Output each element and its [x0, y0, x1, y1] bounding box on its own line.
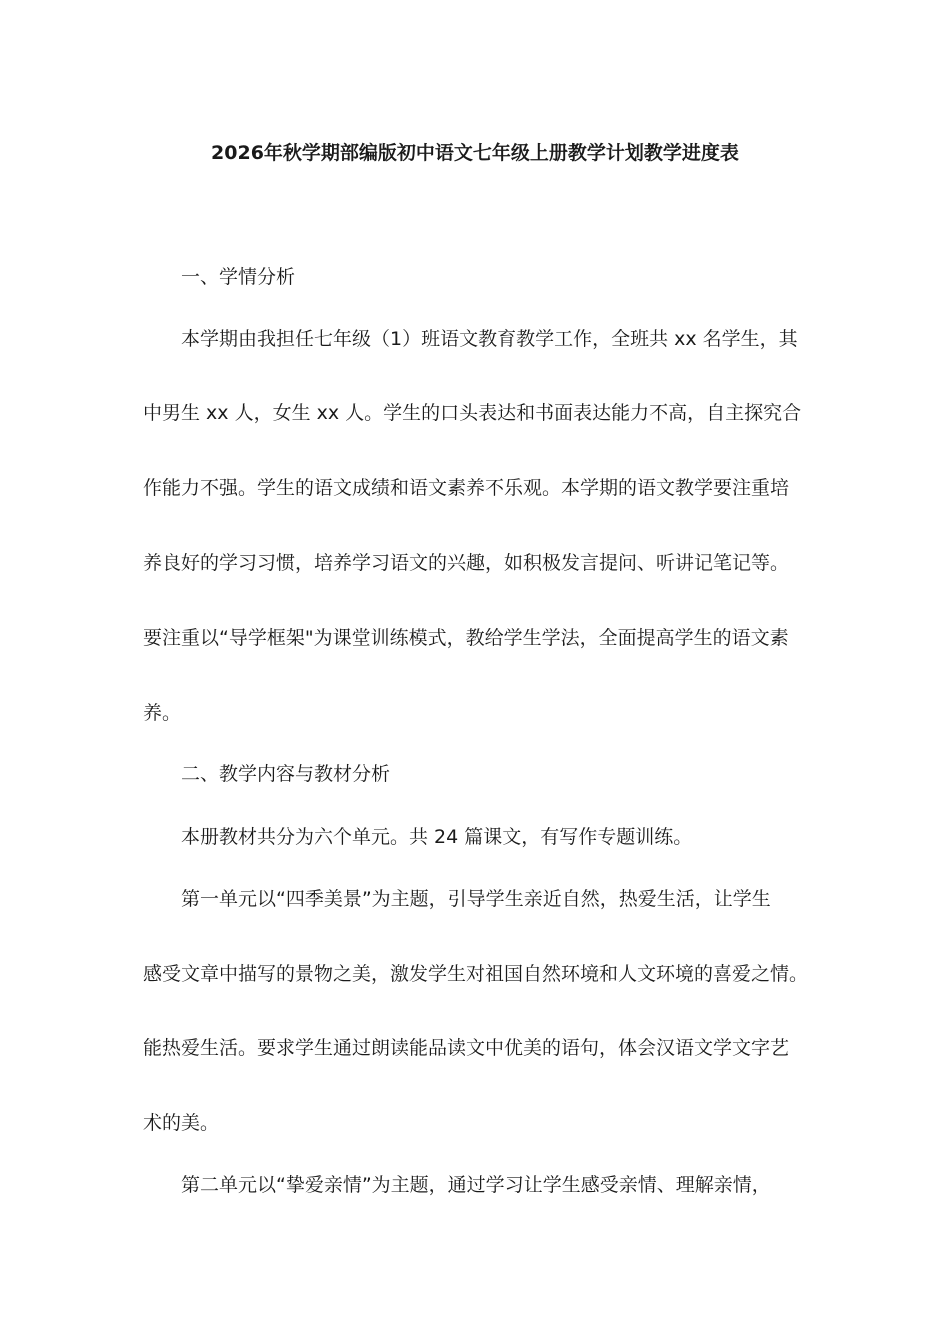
- section-heading-learning-analysis: 一、学情分析: [181, 266, 296, 288]
- document-title: 2026年秋学期部编版初中语文七年级上册教学计划教学进度表: [211, 142, 739, 164]
- paragraph-line: 养。: [143, 702, 182, 724]
- section-heading-content-analysis: 二、教学内容与教材分析: [181, 763, 391, 785]
- paragraph-line: 本学期由我担任七年级（1）班语文教育教学工作，全班共 xx 名学生，其: [181, 328, 798, 350]
- paragraph-line: 第二单元以“挚爱亲情”为主题，通过学习让学生感受亲情、理解亲情，: [181, 1174, 771, 1196]
- paragraph-line: 感受文章中描写的景物之美，激发学生对祖国自然环境和人文环境的喜爱之情。: [143, 963, 809, 985]
- paragraph-line: 中男生 xx 人，女生 xx 人。学生的口头表达和书面表达能力不高，自主探究合: [143, 402, 802, 424]
- paragraph-line: 第一单元以“四季美景”为主题，引导学生亲近自然，热爱生活，让学生: [181, 888, 771, 910]
- paragraph-line: 养良好的学习习惯，培养学习语文的兴趣，如积极发言提问、听讲记笔记等。: [143, 552, 790, 574]
- paragraph-line: 术的美。: [143, 1112, 220, 1134]
- paragraph-line: 本册教材共分为六个单元。共 24 篇课文，有写作专题训练。: [181, 826, 693, 848]
- paragraph-line: 作能力不强。学生的语文成绩和语文素养不乐观。本学期的语文教学要注重培: [143, 477, 790, 499]
- paragraph-line: 要注重以“导学框架"为课堂训练模式，教给学生学法，全面提高学生的语文素: [143, 627, 789, 649]
- paragraph-line: 能热爱生活。要求学生通过朗读能品读文中优美的语句，体会汉语文学文字艺: [143, 1037, 790, 1059]
